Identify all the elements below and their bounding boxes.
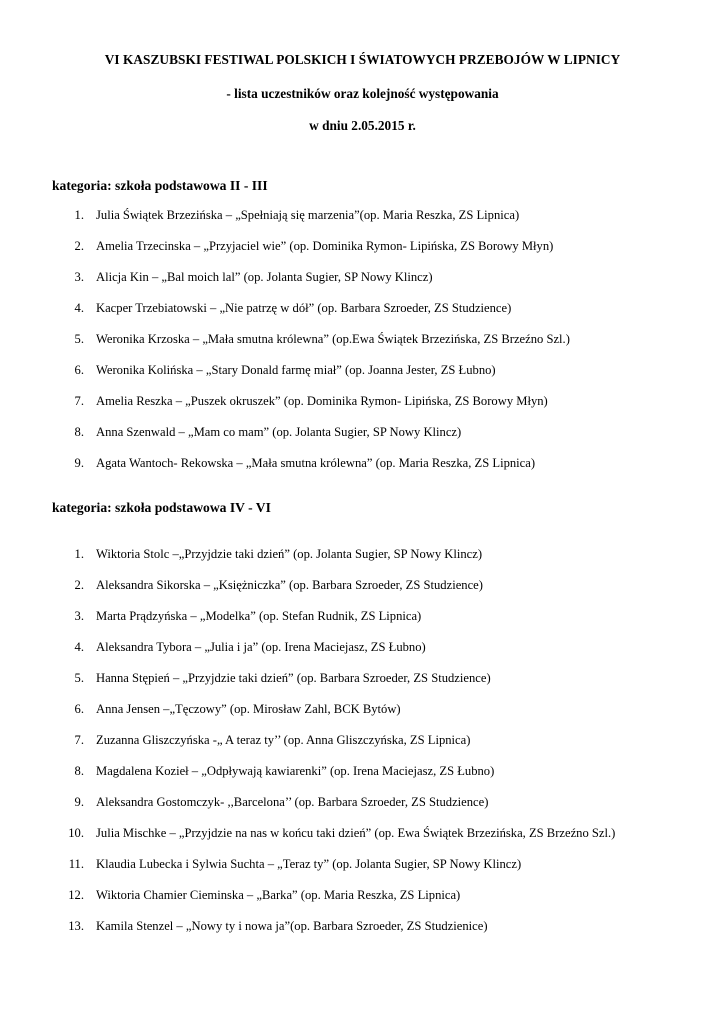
participant-entry: Anna Szenwald – „Mam co mam” (op. Jolanta Sugier, SP Nowy Klincz) <box>96 425 462 439</box>
participant-entry: Amelia Trzecinska – „Przyjaciel wie” (op. Dominika Rymon- Lipińska, ZS Borowy Młyn) <box>96 239 554 253</box>
item-number: 12. <box>68 888 84 902</box>
item-number: 5. <box>74 332 84 346</box>
participant-entry: Alicja Kin – „Bal moich lal” (op. Jolanta Sugier, SP Nowy Klincz) <box>96 270 433 284</box>
participant-entry: Wiktoria Stolc –„Przyjdzie taki dzień” (op. Jolanta Sugier, SP Nowy Klincz) <box>96 547 483 561</box>
item-number: 7. <box>74 733 84 747</box>
item-number: 1. <box>74 208 84 222</box>
participant-entry: Marta Prądzyńska – „Modelka” (op. Stefan Rudnik, ZS Lipnica) <box>96 609 422 623</box>
item-number: 3. <box>74 270 84 284</box>
participant-entry: Hanna Stępień – „Przyjdzie taki dzień” (op. Barbara Szroeder, ZS Studzience) <box>96 671 491 685</box>
participant-entry: Wiktoria Chamier Cieminska – „Barka” (op. Maria Reszka, ZS Lipnica) <box>96 888 461 902</box>
participant-entry: Amelia Reszka – „Puszek okruszek” (op. Dominika Rymon- Lipińska, ZS Borowy Młyn) <box>96 394 548 408</box>
participant-entry: Julia Świątek Brzezińska – „Spełniają się marzenia”(op. Maria Reszka, ZS Lipnica) <box>96 208 520 222</box>
item-number: 8. <box>74 425 84 439</box>
item-number: 6. <box>74 363 84 377</box>
participant-entry: Anna Jensen –„Tęczowy” (op. Mirosław Zahl, BCK Bytów) <box>96 702 401 716</box>
event-date: w dniu 2.05.2015 r. <box>309 118 416 133</box>
item-number: 2. <box>74 578 84 592</box>
item-number: 13. <box>68 919 84 933</box>
participant-entry: Zuzanna Gliszczyńska -„ A teraz ty’’ (op. Anna Gliszczyńska, ZS Lipnica) <box>96 733 471 747</box>
item-number: 9. <box>74 456 84 470</box>
participant-entry: Agata Wantoch- Rekowska – „Mała smutna królewna” (op. Maria Reszka, ZS Lipnica) <box>96 456 536 470</box>
participant-entry: Kamila Stenzel – „Nowy ty i nowa ja”(op. Barbara Szroeder, ZS Studzienice) <box>96 919 488 933</box>
item-number: 6. <box>74 702 84 716</box>
item-number: 2. <box>74 239 84 253</box>
item-number: 10. <box>68 826 84 840</box>
item-number: 4. <box>74 301 84 315</box>
participant-entry: Magdalena Kozieł – „Odpływają kawiarenki” (op. Irena Maciejasz, ZS Łubno) <box>96 764 495 778</box>
category-heading-iv-vi: kategoria: szkoła podstawowa IV - VI <box>52 500 271 515</box>
participant-entry: Aleksandra Sikorska – „Księżniczka” (op. Barbara Szroeder, ZS Studzience) <box>96 578 483 592</box>
participant-entry: Weronika Kolińska – „Stary Donald farmę miał” (op. Joanna Jester, ZS Łubno) <box>96 363 496 377</box>
item-number: 8. <box>74 764 84 778</box>
item-number: 3. <box>74 609 84 623</box>
item-number: 9. <box>74 795 84 809</box>
participant-entry: Julia Mischke – „Przyjdzie na nas w końcu taki dzień” (op. Ewa Świątek Brzezińska, ZS Brzeźno Szl.) <box>96 826 616 840</box>
participant-entry: Aleksandra Gostomczyk- ,,Barcelona’’ (op. Barbara Szroeder, ZS Studzience) <box>96 795 489 809</box>
item-number: 5. <box>74 671 84 685</box>
participant-entry: Aleksandra Tybora – „Julia i ja” (op. Irena Maciejasz, ZS Łubno) <box>96 640 426 654</box>
category-heading-ii-iii: kategoria: szkoła podstawowa II - III <box>52 178 268 193</box>
festival-title: VI KASZUBSKI FESTIWAL POLSKICH I ŚWIATOWYCH PRZEBOJÓW W LIPNICY <box>104 52 621 67</box>
item-number: 1. <box>74 547 84 561</box>
item-number: 11. <box>68 857 84 871</box>
participant-entry: Klaudia Lubecka i Sylwia Suchta – „Teraz ty” (op. Jolanta Sugier, SP Nowy Klincz) <box>96 857 522 871</box>
item-number: 4. <box>74 640 84 654</box>
participant-entry: Weronika Krzoska – „Mała smutna królewna” (op.Ewa Świątek Brzezińska, ZS Brzeźno Szl.) <box>96 332 570 346</box>
participant-entry: Kacper Trzebiatowski – „Nie patrzę w dół” (op. Barbara Szroeder, ZS Studzience) <box>96 301 512 315</box>
item-number: 7. <box>74 394 84 408</box>
list-subtitle: - lista uczestników oraz kolejność występowania <box>226 86 499 101</box>
